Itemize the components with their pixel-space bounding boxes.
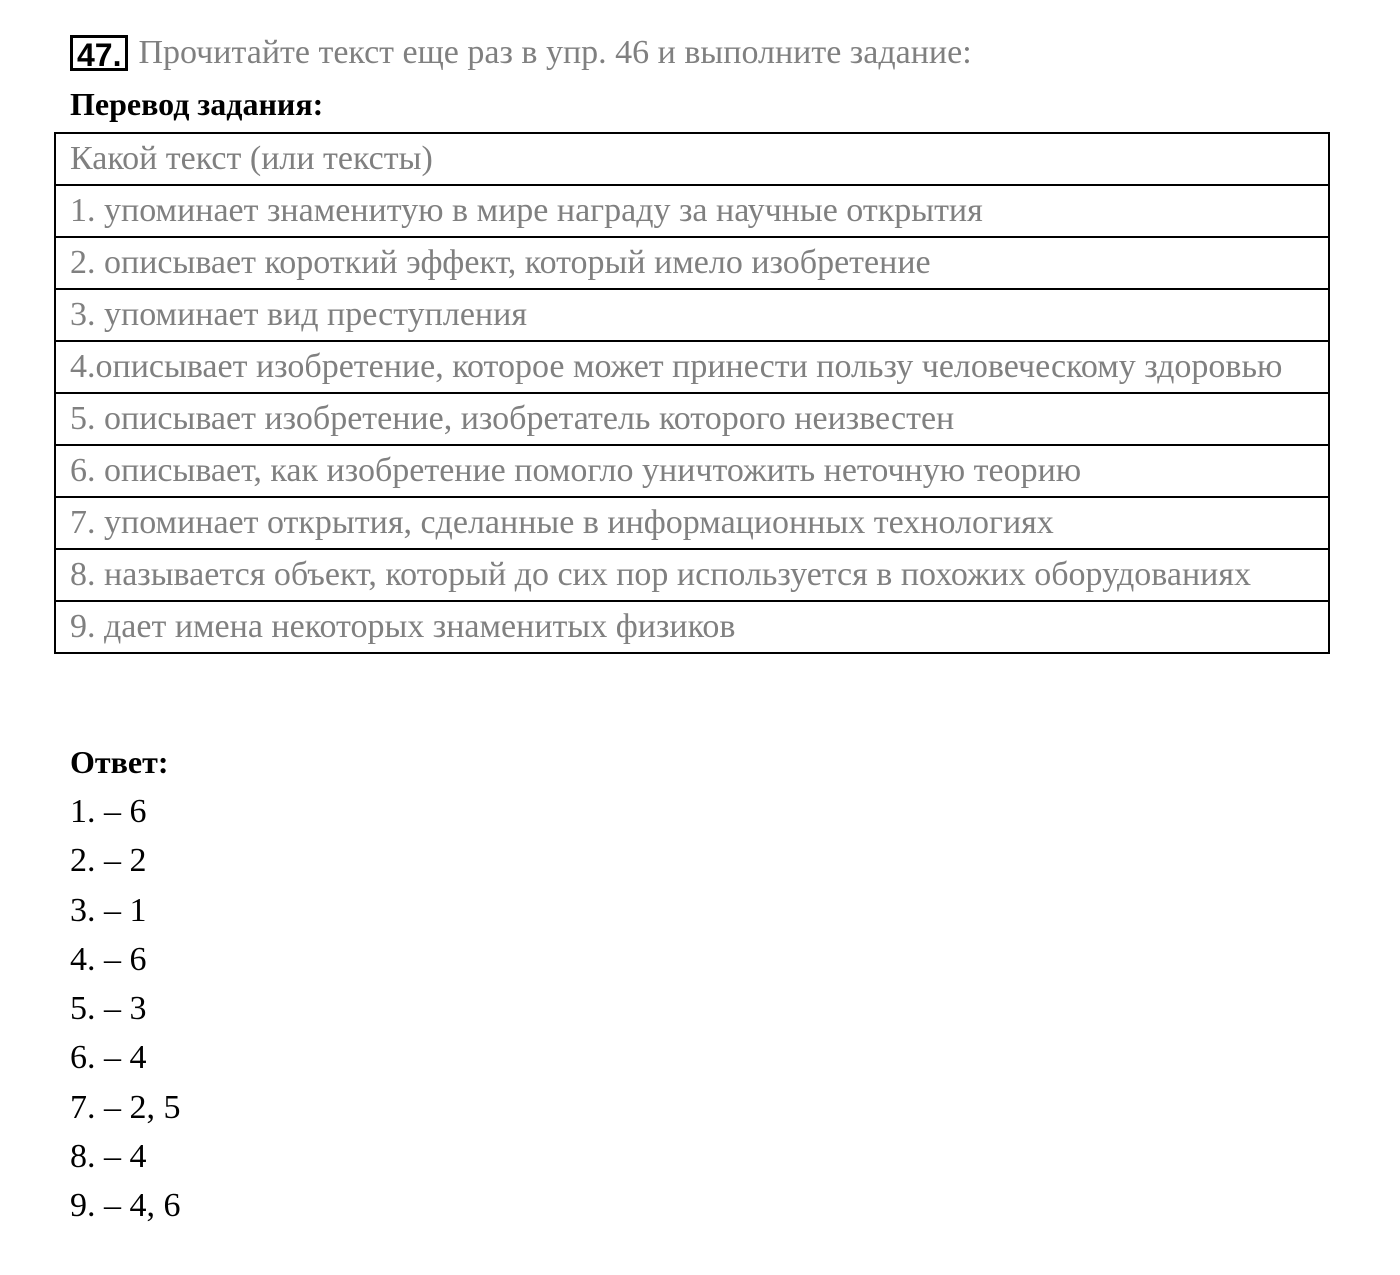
table-row (55, 445, 1329, 497)
translation-table (54, 132, 1330, 654)
table-cell: 9. дает имена некоторых знаменитых физиков (55, 601, 1329, 653)
table-cell: 4.описывает изобретение, которое может принести пользу человеческому здоровью (55, 341, 1329, 393)
table-cell: 7. упоминает открытия, сделанные в информационных технологиях (55, 497, 1329, 549)
answer-item: 9. – 4, 6 (70, 1187, 181, 1225)
table-row (55, 133, 1329, 185)
table-row (55, 393, 1329, 445)
table-row (55, 497, 1329, 549)
answer-item: 1. – 6 (70, 793, 147, 830)
task-instruction: Прочитайте текст еще раз в упр. 46 и выполните задание: (138, 34, 972, 71)
table-row (55, 289, 1329, 341)
table-cell: Какой текст (или тексты) (55, 133, 1329, 185)
answer-heading: Ответ: (70, 744, 169, 780)
answer-item: 7. – 2, 5 (70, 1088, 181, 1126)
answer-item: 4. – 6 (70, 940, 147, 978)
table-row (55, 549, 1329, 601)
table-row (55, 601, 1329, 653)
answer-item: 6. – 4 (70, 1039, 147, 1077)
table-cell: 5. описывает изобретение, изобретатель которого неизвестен (55, 393, 1329, 445)
translation-heading: Перевод задания: (70, 86, 324, 122)
table-cell: 8. называется объект, который до сих пор используется в похожих оборудованиях (55, 549, 1329, 601)
table-cell: 6. описывает, как изобретение помогло уничтожить неточную теорию (55, 445, 1329, 497)
task-header (70, 32, 972, 74)
table-row (55, 237, 1329, 289)
answer-item: 2. – 2 (70, 842, 147, 880)
table-row (55, 341, 1329, 393)
table-cell: 2. описывает короткий эффект, который имело изобретение (55, 237, 1329, 289)
task-number: 47. (70, 35, 128, 71)
table-row (55, 185, 1329, 237)
table-cell: 3. упоминает вид преступления (55, 289, 1329, 341)
answer-item: 3. – 1 (70, 891, 147, 929)
answer-item: 5. – 3 (70, 990, 147, 1028)
answer-item: 8. – 4 (70, 1138, 147, 1176)
answer-list (70, 787, 181, 1231)
table-cell: 1. упоминает знаменитую в мире награду за научные открытия (55, 185, 1329, 237)
